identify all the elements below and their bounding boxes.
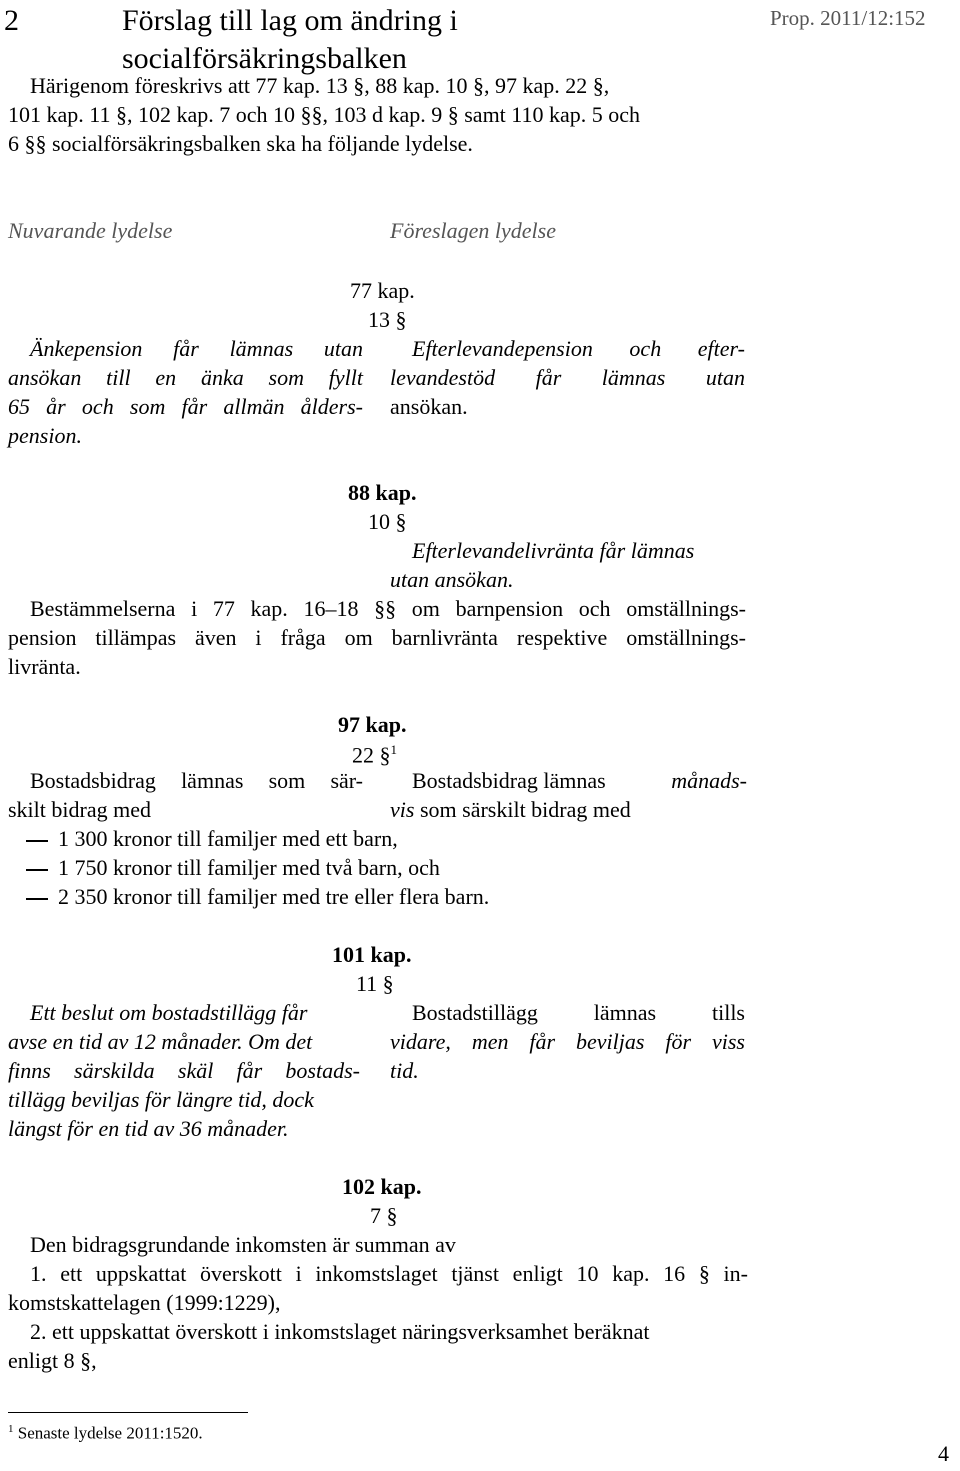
s88-right-line-2: utan ansökan.	[390, 567, 514, 592]
s88-body-line-2: pension tillämpas även i fråga om barnlivränta respektive omställnings-	[8, 625, 746, 650]
s101-left-line-4: tillägg beviljas för längre tid, dock	[8, 1087, 314, 1112]
page-title-line1: Förslag till lag om ändring i	[122, 4, 458, 37]
chapter-101-heading: 101 kap.	[332, 942, 412, 967]
s77-left-line-3: 65 år och som får allmän ålders-	[8, 394, 363, 419]
s88-body-line-3: livränta.	[8, 654, 81, 679]
chapter-77-heading: 77 kap.	[350, 278, 415, 303]
s88-right-line-1: Efterlevandelivränta får lämnas	[412, 538, 695, 563]
s101-left-line-2: avse en tid av 12 månader. Om det	[8, 1029, 313, 1054]
s97-right-line-1	[412, 770, 747, 792]
s101-right-line-3: tid.	[390, 1058, 419, 1083]
dash-3	[26, 898, 48, 900]
s97-item-3-text: 2 350 kronor till familjer med tre eller flera barn.	[58, 884, 490, 909]
s97-item-2	[26, 857, 440, 879]
s102-line-1: Den bidragsgrundande inkomsten är summan av	[30, 1232, 456, 1257]
s97-right-line-2-a: vis	[390, 797, 415, 822]
page-number: 4	[938, 1441, 949, 1466]
footnote-number: 1	[8, 1423, 14, 1435]
s77-left-line-1-text: Änkepension får lämnas utan	[30, 336, 363, 361]
page-title-line2: socialförsäkringsbalken	[122, 42, 407, 75]
s77-right-line-2: levandestöd får lämnas utan	[390, 365, 745, 390]
section-88-10-heading: 10 §	[368, 509, 407, 534]
s77-left-line-2: ansökan till en änka som fyllt	[8, 365, 363, 390]
s102-line-3: komstskattelagen (1999:1229),	[8, 1290, 281, 1315]
s102-line-2: 1. ett uppskattat överskott i inkomstslaget tjänst enligt 10 kap. 16 § in-	[30, 1261, 748, 1286]
dash-2	[26, 869, 48, 871]
s97-right-line-2	[390, 799, 631, 821]
s77-right-line-1: Efterlevandepension och efter-	[412, 336, 745, 361]
section-101-11-heading: 11 §	[356, 971, 394, 996]
s88-body-line-1: Bestämmelserna i 77 kap. 16–18 §§ om barnpension och omställnings-	[30, 596, 746, 621]
s77-right-line-3: ansökan.	[390, 394, 468, 419]
s97-item-3	[26, 886, 489, 908]
footnote-text: Senaste lydelse 2011:1520.	[17, 1423, 203, 1443]
current-wording-heading: Nuvarande lydelse	[8, 218, 173, 243]
section-97-22-heading	[352, 743, 397, 766]
s102-line-5: enligt 8 §,	[8, 1348, 97, 1373]
s97-item-2-text: 1 750 kronor till familjer med två barn, och	[58, 855, 440, 880]
intro-line-1: Härigenom föreskrivs att 77 kap. 13 §, 88 kap. 10 §, 97 kap. 22 §,	[30, 73, 610, 98]
proposed-wording-heading: Föreslagen lydelse	[390, 218, 556, 243]
s97-left-line-2: skilt bidrag med	[8, 797, 151, 822]
s97-right-line-1-b: månads-	[671, 768, 747, 793]
s101-right-line-2: vidare, men får beviljas för viss	[390, 1029, 745, 1054]
section-102-7-heading: 7 §	[370, 1203, 398, 1228]
s101-left-line-5: längst för en tid av 36 månader.	[8, 1116, 289, 1141]
chapter-number: 2	[4, 4, 19, 37]
section-77-13-heading: 13 §	[368, 307, 407, 332]
footnote-ref: 1	[390, 742, 397, 757]
chapter-97-heading: 97 kap.	[338, 712, 407, 737]
footnote-rule	[8, 1412, 248, 1413]
s101-right-line-1: Bostadstillägg lämnas tills	[412, 1000, 745, 1025]
chapter-102-heading: 102 kap.	[342, 1174, 422, 1199]
section-97-22-label: 22 §	[352, 742, 391, 768]
s101-left-line-3: finns särskilda skäl får bostads-	[8, 1058, 360, 1083]
s77-left-line-1	[30, 338, 363, 360]
s101-left-line-1: Ett beslut om bostadstillägg får	[30, 1000, 308, 1025]
s97-item-1	[26, 828, 398, 850]
intro-line-2: 101 kap. 11 §, 102 kap. 7 och 10 §§, 103 d kap. 9 § samt 110 kap. 5 och	[8, 102, 641, 127]
s97-right-line-2-b: som särskilt bidrag med	[414, 797, 631, 822]
intro-line-3: 6 §§ socialförsäkringsbalken ska ha följande lydelse.	[8, 131, 473, 156]
s102-line-4: 2. ett uppskattat överskott i inkomstslaget näringsverksamhet beräknat	[30, 1319, 650, 1344]
chapter-88-heading: 88 kap.	[348, 480, 417, 505]
dash-1	[26, 840, 48, 842]
s97-right-line-1-a: Bostadsbidrag lämnas	[412, 768, 612, 793]
footnote	[8, 1424, 203, 1442]
s97-left-line-1: Bostadsbidrag lämnas som sär-	[30, 768, 363, 793]
s97-item-1-text: 1 300 kronor till familjer med ett barn,	[58, 826, 398, 851]
prop-reference: Prop. 2011/12:152	[770, 6, 926, 30]
s77-left-line-4: pension.	[8, 423, 82, 448]
